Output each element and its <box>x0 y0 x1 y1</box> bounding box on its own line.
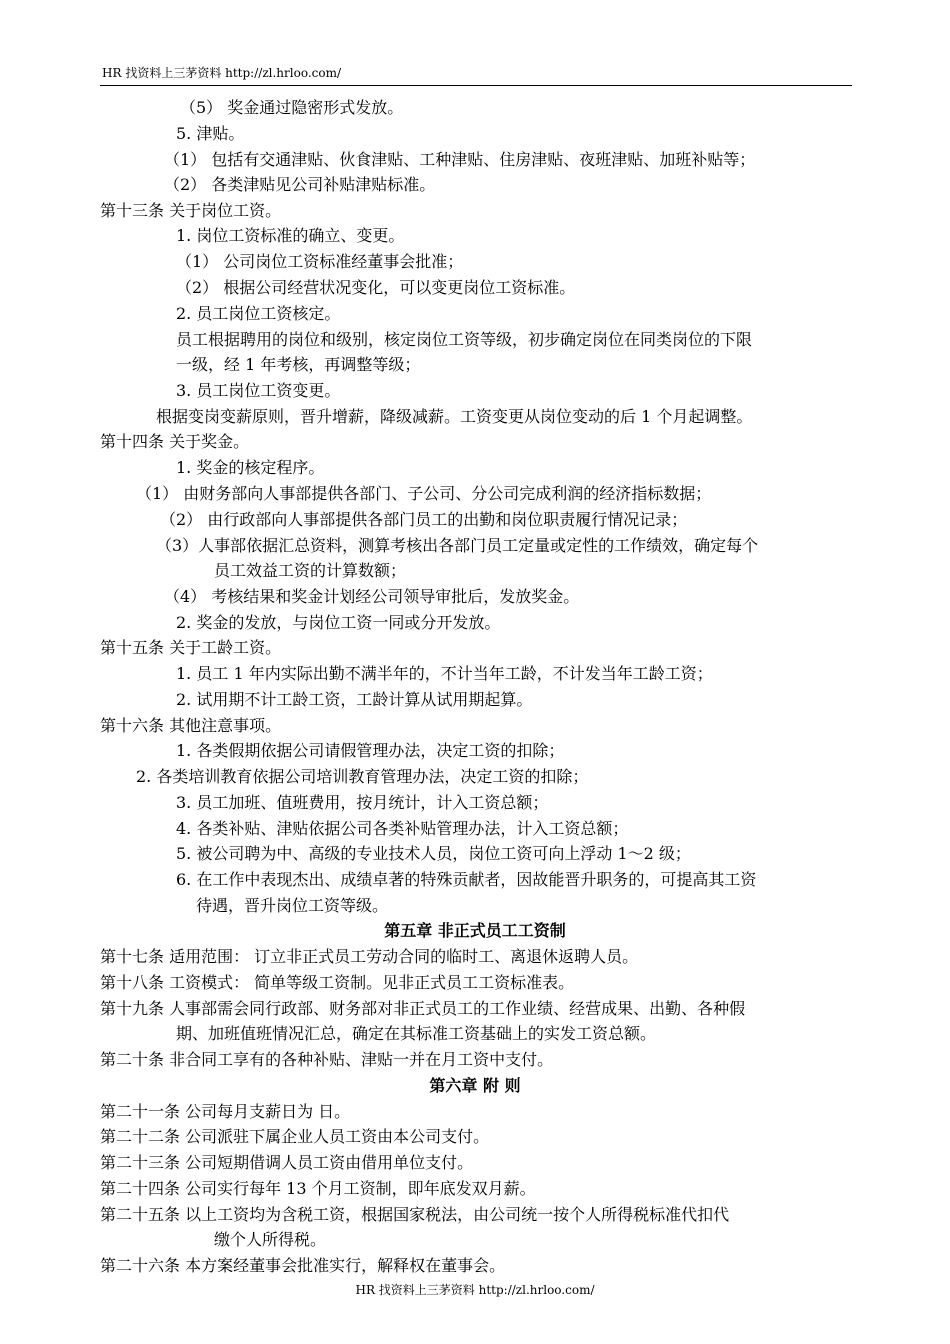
text-line: 3. 员工岗位工资变更。 <box>176 381 341 400</box>
text-line: 根据变岗变薪原则，晋升增薪，降级减薪。工资变更从岗位变动的后 1 个月起调整。 <box>156 407 753 426</box>
text-line: （1） 包括有交通津贴、伙食津贴、工种津贴、住房津贴、夜班津贴、加班补贴等； <box>164 150 756 169</box>
text-line: 待遇，晋升岗位工资等级。 <box>196 896 389 915</box>
text-line: 第十九条 人事部需会同行政部、财务部对非正式员工的工作业绩、经营成果、出勤、各种假 <box>100 999 746 1018</box>
text-line: （2） 由行政部向人事部提供各部门员工的出勤和岗位职责履行情况记录； <box>160 510 688 529</box>
text-line: （3）人事部依据汇总资料，测算考核出各部门员工定量或定性的工作绩效，确定每个 <box>156 536 759 555</box>
text-line: 4. 各类补贴、津贴依据公司各类补贴管理办法，计入工资总额； <box>176 819 629 838</box>
text-line: 第二十六条 本方案经董事会批准实行，解释权在董事会。 <box>100 1256 506 1275</box>
text-line: 第十七条 适用范围： 订立非正式员工劳动合同的临时工、离退休返聘人员。 <box>100 947 639 966</box>
text-line: （2） 根据公司经营状况变化，可以变更岗位工资标准。 <box>176 278 576 297</box>
text-line: 3. 员工加班、值班费用，按月统计，计入工资总额； <box>176 793 549 812</box>
text-line: 5. 被公司聘为中、高级的专业技术人员，岗位工资可向上浮动 1～2 级； <box>176 844 691 863</box>
text-line: 1. 岗位工资标准的确立、变更。 <box>176 226 405 245</box>
text-line: 第二十一条 公司每月支薪日为 日。 <box>100 1102 351 1121</box>
text-line: 第十六条 其他注意事项。 <box>100 716 282 735</box>
text-line: 一级，经 1 年考核，再调整等级； <box>176 355 421 374</box>
text-line: （5） 奖金通过隐密形式发放。 <box>180 98 404 117</box>
text-line: 第二十三条 公司短期借调人员工资由借用单位支付。 <box>100 1153 474 1172</box>
text-line: 1. 奖金的核定程序。 <box>176 458 325 477</box>
text-line: 1. 员工 1 年内实际出勤不满半年的，不计当年工龄，不计发当年工龄工资； <box>176 664 713 683</box>
text-line: 员工根据聘用的岗位和级别，核定岗位工资等级，初步确定岗位在同类岗位的下限 <box>176 330 753 349</box>
text-line: 第二十五条 以上工资均为含税工资，根据国家税法，由公司统一按个人所得税标准代扣代 <box>100 1205 730 1224</box>
text-line: 员工效益工资的计算数额； <box>214 561 407 580</box>
page-header: HR 找资料上三茅资料 http://zl.hrloo.com/ <box>102 66 342 80</box>
text-line: 第十四条 关于奖金。 <box>100 432 250 451</box>
text-line: 第二十四条 公司实行每年 13 个月工资制，即年底发双月薪。 <box>100 1179 536 1198</box>
text-line: 缴个人所得税。 <box>214 1230 327 1249</box>
text-line: 2. 奖金的发放，与岗位工资一同或分开发放。 <box>176 613 501 632</box>
text-line: 第十五条 关于工龄工资。 <box>100 638 282 657</box>
text-line: 6. 在工作中表现杰出、成绩卓著的特殊贡献者，因故能晋升职务的，可提高其工资 <box>176 870 757 889</box>
text-line: 2. 试用期不计工龄工资，工龄计算从试用期起算。 <box>176 690 533 709</box>
text-line: 1. 各类假期依据公司请假管理办法，决定工资的扣除； <box>176 741 565 760</box>
chapter-heading: 第六章 附 则 <box>429 1076 521 1095</box>
text-line: （1） 公司岗位工资标准经董事会批准； <box>176 252 464 271</box>
text-line: （4） 考核结果和奖金计划经公司领导审批后，发放奖金。 <box>164 587 580 606</box>
header-divider <box>100 85 852 86</box>
text-line: 期、加班值班情况汇总，确定在其标准工资基础上的实发工资总额。 <box>176 1024 657 1043</box>
text-line: 第二十二条 公司派驻下属企业人员工资由本公司支付。 <box>100 1127 490 1146</box>
text-line: 第十八条 工资模式： 简单等级工资制。见非正式员工工资标准表。 <box>100 973 575 992</box>
text-line: 2. 各类培训教育依据公司培训教育管理办法，决定工资的扣除； <box>136 767 589 786</box>
text-line: 第二十条 非合同工享有的各种补贴、津贴一并在月工资中支付。 <box>100 1050 554 1069</box>
text-line: 2. 员工岗位工资核定。 <box>176 304 341 323</box>
chapter-heading: 第五章 非正式员工工资制 <box>384 921 566 940</box>
page-footer: HR 找资料上三茅资料 http://zl.hrloo.com/ <box>355 1283 595 1297</box>
text-line: （2） 各类津贴见公司补贴津贴标准。 <box>164 175 436 194</box>
text-line: 5. 津贴。 <box>176 124 245 143</box>
text-line: 第十三条 关于岗位工资。 <box>100 201 282 220</box>
text-line: （1） 由财务部向人事部提供各部门、子公司、分公司完成利润的经济指标数据； <box>136 484 712 503</box>
